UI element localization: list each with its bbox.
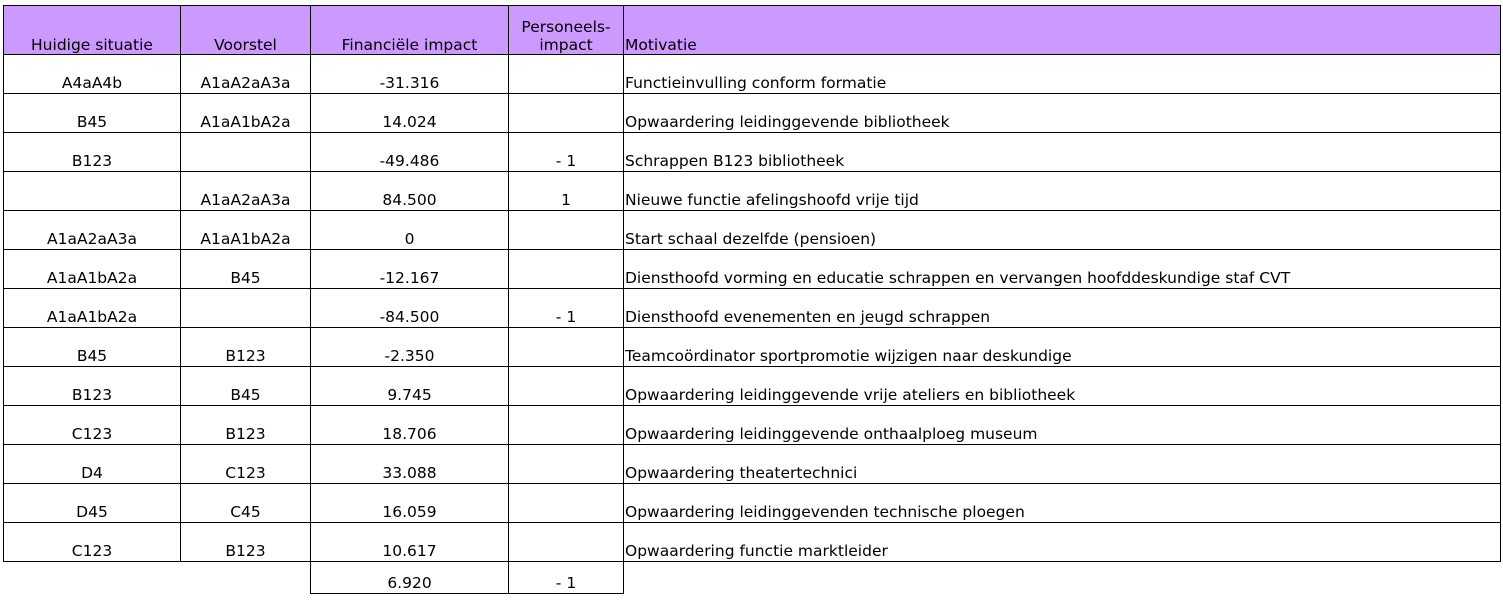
- cell-huidige-situatie: D45: [4, 484, 181, 523]
- cell-personeelsimpact: [509, 523, 624, 562]
- table-row: [4, 55, 1501, 94]
- cell-motivatie: Schrappen B123 bibliotheek: [624, 133, 1501, 172]
- cell-personeelsimpact: [509, 445, 624, 484]
- header-financiele-impact: Financiële impact: [311, 6, 509, 55]
- cell-financiele-impact: -2.350: [311, 328, 509, 367]
- cell-personeelsimpact: [509, 55, 624, 94]
- cell-personeelsimpact: 1: [509, 172, 624, 211]
- cell-huidige-situatie: A1aA1bA2a: [4, 289, 181, 328]
- cell-voorstel: B123: [181, 328, 311, 367]
- total-financiele-impact: 6.920: [311, 562, 509, 594]
- cell-huidige-situatie: C123: [4, 523, 181, 562]
- cell-voorstel: A1aA2aA3a: [181, 55, 311, 94]
- cell-financiele-impact: -84.500: [311, 289, 509, 328]
- table-row: [4, 406, 1501, 445]
- header-voorstel: Voorstel: [181, 6, 311, 55]
- cell-voorstel: A1aA1bA2a: [181, 211, 311, 250]
- cell-huidige-situatie: [4, 172, 181, 211]
- cell-personeelsimpact: - 1: [509, 289, 624, 328]
- cell-financiele-impact: -12.167: [311, 250, 509, 289]
- cell-financiele-impact: 9.745: [311, 367, 509, 406]
- cell-personeelsimpact: [509, 211, 624, 250]
- cell-personeelsimpact: - 1: [509, 133, 624, 172]
- total-personeelsimpact: - 1: [509, 562, 624, 594]
- cell-huidige-situatie: A1aA1bA2a: [4, 250, 181, 289]
- cell-motivatie: Opwaardering functie marktleider: [624, 523, 1501, 562]
- cell-huidige-situatie: B123: [4, 367, 181, 406]
- cell-financiele-impact: 84.500: [311, 172, 509, 211]
- cell-financiele-impact: 10.617: [311, 523, 509, 562]
- header-huidige-situatie: Huidige situatie: [4, 6, 181, 55]
- cell-motivatie: Start schaal dezelfde (pensioen): [624, 211, 1501, 250]
- table-row: [4, 484, 1501, 523]
- cell-financiele-impact: 33.088: [311, 445, 509, 484]
- header-personeelsimpact-line2: impact: [539, 36, 593, 54]
- table-row: [4, 172, 1501, 211]
- cell-motivatie: Nieuwe functie afelingshoofd vrije tijd: [624, 172, 1501, 211]
- table-row: [4, 289, 1501, 328]
- totals-spacer-right: [624, 562, 1501, 594]
- cell-voorstel: B123: [181, 406, 311, 445]
- cell-financiele-impact: -49.486: [311, 133, 509, 172]
- cell-personeelsimpact: [509, 367, 624, 406]
- cell-voorstel: B123: [181, 523, 311, 562]
- cell-motivatie: Opwaardering theatertechnici: [624, 445, 1501, 484]
- cell-financiele-impact: 18.706: [311, 406, 509, 445]
- cell-voorstel: [181, 289, 311, 328]
- cell-huidige-situatie: B45: [4, 94, 181, 133]
- cell-motivatie: Teamcoördinator sportpromotie wijzigen naar deskundige: [624, 328, 1501, 367]
- header-row: [4, 6, 1501, 55]
- cell-motivatie: Opwaardering leidinggevende vrije ateliers en bibliotheek: [624, 367, 1501, 406]
- cell-voorstel: C123: [181, 445, 311, 484]
- table-row: [4, 523, 1501, 562]
- header-personeelsimpact: [509, 6, 624, 55]
- cell-financiele-impact: -31.316: [311, 55, 509, 94]
- totals-row: [4, 562, 1501, 594]
- cell-financiele-impact: 0: [311, 211, 509, 250]
- table-row: [4, 133, 1501, 172]
- cell-voorstel: A1aA1bA2a: [181, 94, 311, 133]
- cell-voorstel: C45: [181, 484, 311, 523]
- table-row: [4, 367, 1501, 406]
- header-personeelsimpact-line1: Personeels-: [521, 18, 611, 36]
- cell-personeelsimpact: [509, 406, 624, 445]
- cell-financiele-impact: 14.024: [311, 94, 509, 133]
- table-row: [4, 94, 1501, 133]
- cell-voorstel: B45: [181, 367, 311, 406]
- cell-motivatie: Diensthoofd evenementen en jeugd schrappen: [624, 289, 1501, 328]
- cell-motivatie: Diensthoofd vorming en educatie schrappen en vervangen hoofddeskundige staf CVT: [624, 250, 1501, 289]
- cell-voorstel: [181, 133, 311, 172]
- cell-huidige-situatie: B45: [4, 328, 181, 367]
- cell-financiele-impact: 16.059: [311, 484, 509, 523]
- cell-motivatie: Opwaardering leidinggevende bibliotheek: [624, 94, 1501, 133]
- table-row: [4, 250, 1501, 289]
- cell-voorstel: A1aA2aA3a: [181, 172, 311, 211]
- cell-personeelsimpact: [509, 328, 624, 367]
- totals-spacer-left: [4, 562, 311, 594]
- cell-huidige-situatie: B123: [4, 133, 181, 172]
- cell-huidige-situatie: A1aA2aA3a: [4, 211, 181, 250]
- cell-motivatie: Opwaardering leidinggevenden technische ploegen: [624, 484, 1501, 523]
- cell-huidige-situatie: C123: [4, 406, 181, 445]
- impact-table: [3, 5, 1501, 594]
- cell-huidige-situatie: D4: [4, 445, 181, 484]
- table-row: [4, 211, 1501, 250]
- cell-personeelsimpact: [509, 484, 624, 523]
- cell-personeelsimpact: [509, 250, 624, 289]
- table-row: [4, 445, 1501, 484]
- cell-huidige-situatie: A4aA4b: [4, 55, 181, 94]
- cell-voorstel: B45: [181, 250, 311, 289]
- cell-personeelsimpact: [509, 94, 624, 133]
- cell-motivatie: Functieinvulling conform formatie: [624, 55, 1501, 94]
- cell-motivatie: Opwaardering leidinggevende onthaalploeg museum: [624, 406, 1501, 445]
- header-motivatie: Motivatie: [624, 6, 1501, 55]
- table-row: [4, 328, 1501, 367]
